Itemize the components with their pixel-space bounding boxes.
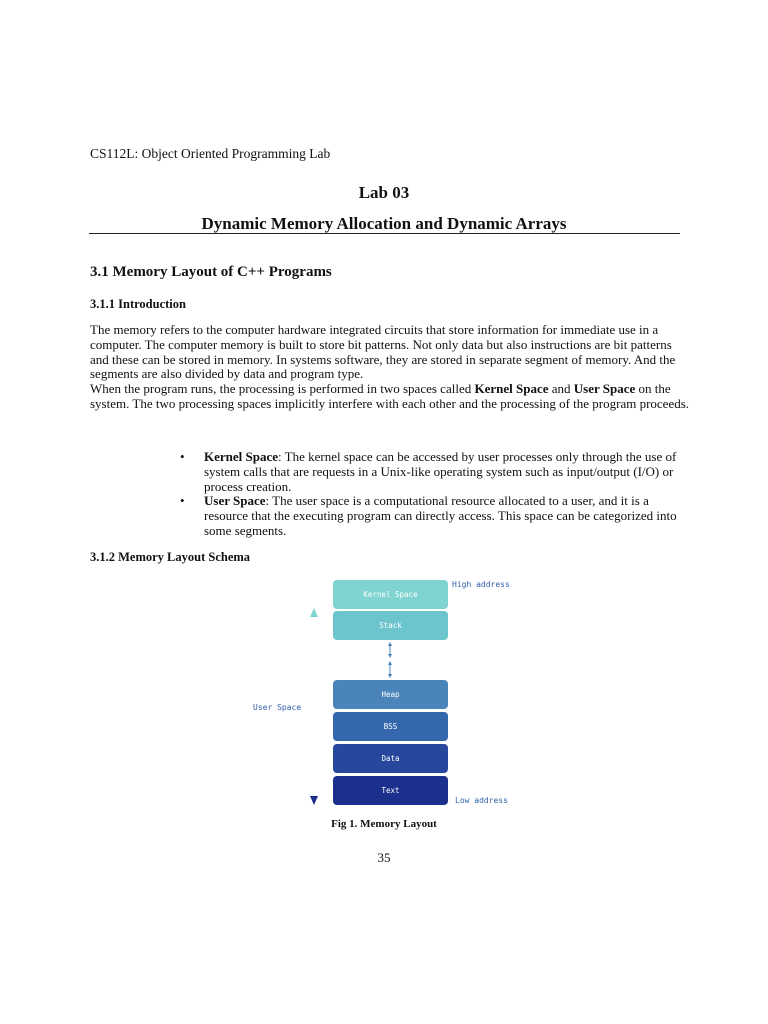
- segment-data: Data: [333, 744, 448, 773]
- schema-heading: 3.1.2 Memory Layout Schema: [90, 550, 251, 564]
- space-bullet-list: [180, 450, 690, 539]
- bullet-term: Kernel Space: [204, 449, 279, 464]
- title-divider: [89, 233, 680, 234]
- figure-caption: Fig 1. Memory Layout: [331, 818, 437, 830]
- paragraph-spaces: [90, 382, 690, 412]
- paragraph-text: When the program runs, the processing is performed in two spaces called: [90, 381, 475, 397]
- bullet-text: : The kernel space can be accessed by user processes only through the use of system calls that are requests in a Unix-like operating system such as input/output (I/O) or process creation.: [204, 449, 677, 494]
- document-title: Dynamic Memory Allocation and Dynamic Arrays: [201, 214, 567, 233]
- user-space-label: User Space: [253, 703, 302, 712]
- page-number: 35: [377, 850, 391, 865]
- segment-kernel-space: Kernel Space: [333, 580, 448, 609]
- intro-paragraphs: [90, 323, 690, 412]
- intro-heading: 3.1.1 Introduction: [90, 297, 186, 311]
- segment-text: Text: [333, 776, 448, 805]
- bullet-icon: •: [180, 449, 185, 464]
- section-heading: 3.1 Memory Layout of C++ Programs: [90, 264, 332, 280]
- bullet-kernel-space: [180, 450, 690, 494]
- segment-stack: Stack: [333, 611, 448, 640]
- paragraph-text: and: [548, 381, 574, 397]
- high-address-label: High address: [452, 580, 510, 589]
- bullet-term: User Space: [204, 493, 266, 509]
- paragraph-text: on the system. The two processing spaces implicitly interfere with each other and the processing of the program proceeds.: [90, 381, 690, 411]
- bullet-icon: •: [180, 493, 185, 509]
- low-address-label: Low address: [455, 796, 508, 805]
- stack-heap-growth-arrows-icon: [384, 641, 396, 679]
- kernel-space-term: Kernel Space: [474, 381, 549, 397]
- bullet-user-space: [180, 494, 690, 538]
- paragraph-memory: The memory refers to the computer hardware integrated circuits that store information for immediate use in a computer. The computer memory is built to store bit patterns. Not only data but also instructions are bit patterns and these can be stored in memory. In systems software, they are stored in separate segment of memory. And the segments are also divided by data and program type.: [90, 322, 676, 382]
- lab-number: Lab 03: [358, 183, 410, 202]
- user-space-term: User Space: [573, 381, 636, 397]
- segment-bss: BSS: [333, 712, 448, 741]
- user-space-arrow-icon: [300, 605, 330, 810]
- bullet-text: : The user space is a computational resource allocated to a user, and it is a resource that the executing program can directly access. This space can be categorized into some segments.: [204, 493, 677, 538]
- segment-heap: Heap: [333, 680, 448, 709]
- course-header: CS112L: Object Oriented Programming Lab: [90, 146, 331, 161]
